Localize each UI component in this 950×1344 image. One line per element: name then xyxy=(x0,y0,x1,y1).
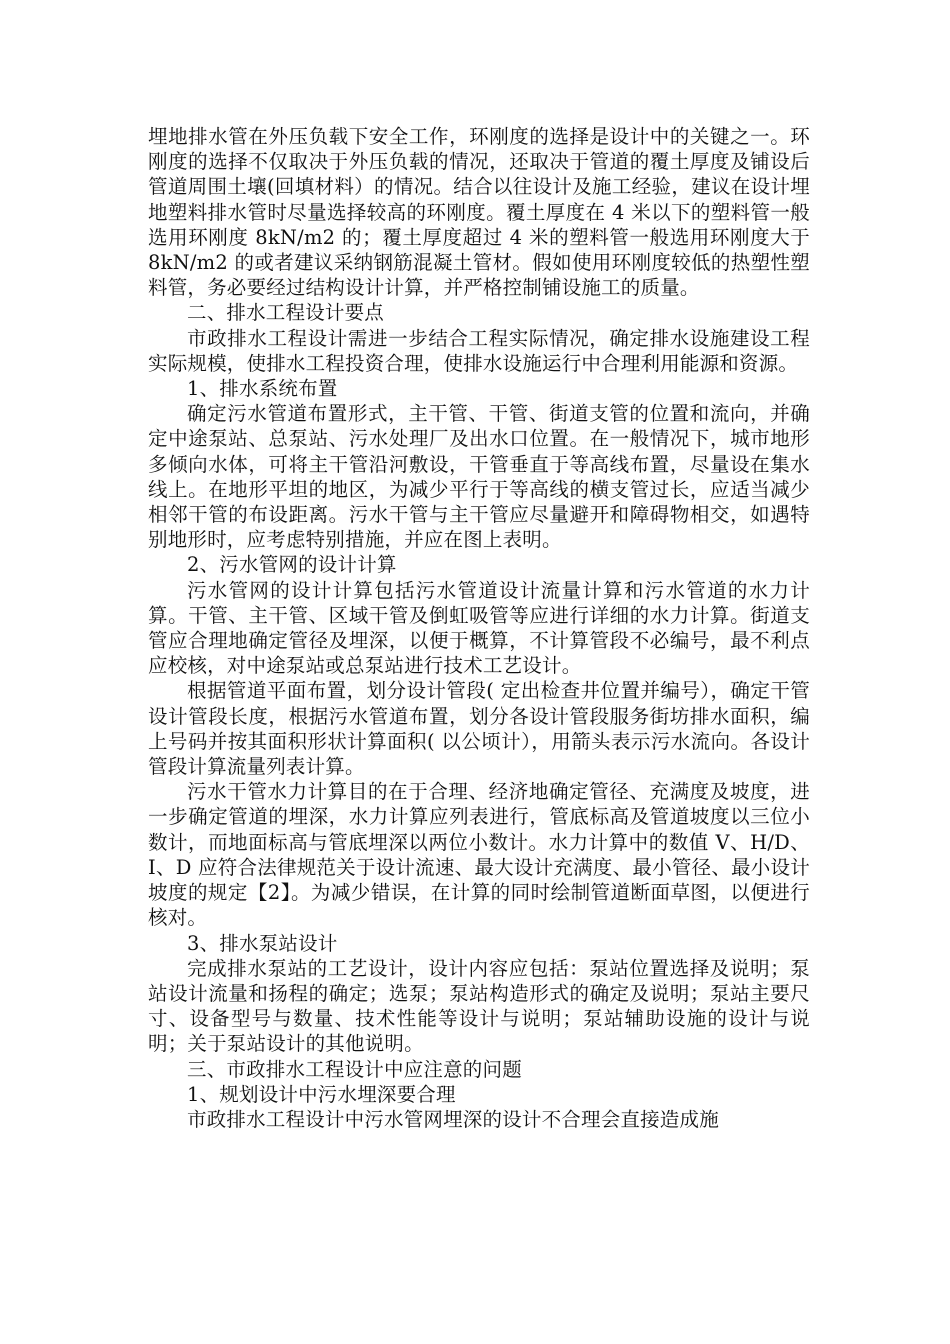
body-paragraph: 完成排水泵站的工艺设计，设计内容应包括：泵站位置选择及说明；泵站设计流量和扬程的确定；选泵；泵站构造形式的确定及说明；泵站主要尺寸、设备型号与数量、技术性能等设计与说明；泵站辅助设施的设计与说明；关于泵站设计的其他说明。 xyxy=(148,956,810,1056)
section-heading: 三、市政排水工程设计中应注意的问题 xyxy=(187,1057,522,1081)
body-paragraph: 确定污水管道布置形式，主干管、干管、街道支管的位置和流向，并确定中途泵站、总泵站、污水处理厂及出水口位置。在一般情况下，城市地形多倾向水体，可将主干管沿河敷设，干管垂直于等高线布置，尽量设在集水线上。在地形平坦的地区，为减少平行于等高线的横支管过长，应适当减少相邻干管的布设距离。污水干管与主干管应尽量避开和障碍物相交，如遇特别地形时，应考虑特别措施，并应在图上表明。 xyxy=(148,402,810,552)
subsection-heading: 2、污水管网的设计计算 xyxy=(187,553,397,577)
body-paragraph: 市政排水工程设计需进一步结合工程实际情况，确定排水设施建设工程实际规模，使排水工程投资合理，使排水设施运行中合理利用能源和资源。 xyxy=(148,326,810,375)
body-paragraph: 污水管网的设计计算包括污水管道设计流量计算和污水管道的水力计算。干管、主干管、区域干管及倒虹吸管等应进行详细的水力计算。街道支管应合理地确定管径及埋深，以便于概算，不计算管段不必编号，最不利点应校核，对中途泵站或总泵站进行技术工艺设计。 xyxy=(148,578,810,678)
subsection-heading: 3、排水泵站设计 xyxy=(187,931,338,955)
document-page xyxy=(148,124,810,1132)
section-heading: 二、排水工程设计要点 xyxy=(187,301,385,325)
subsection-heading: 1、排水系统布置 xyxy=(187,377,338,401)
body-paragraph: 根据管道平面布置，划分设计管段( 定出检查井位置并编号），确定干管设计管段长度，根据污水管道布置，划分各设计管段服务街坊排水面积，编上号码并按其面积形状计算面积( 以公顷计），用箭头表示污水流向。各设计管段计算流量列表计算。 xyxy=(148,679,810,779)
body-paragraph: 埋地排水管在外压负载下安全工作，环刚度的选择是设计中的关键之一。环刚度的选择不仅取决于外压负载的情况，还取决于管道的覆土厚度及铺设后管道周围土壤(回填材料）的情况。结合以往设计及施工经验，建议在设计埋地塑料排水管时尽量选择较高的环刚度。覆土厚度在 4 米以下的塑料管一般选用环刚度 8kN/m2 的；覆土厚度超过 4 米的塑料管一般选用环刚度大于 8kN/m2 的或者建议采纳钢筋混凝土管材。假如使用环刚度较低的热塑性塑料管，务必要经过结构设计计算，并严格控制铺设施工的质量。 xyxy=(148,125,810,300)
body-paragraph: 市政排水工程设计中污水管网埋深的设计不合理会直接造成施 xyxy=(187,1107,719,1131)
subsection-heading: 1、规划设计中污水埋深要合理 xyxy=(187,1082,456,1106)
body-paragraph: 污水干管水力计算目的在于合理、经济地确定管径、充满度及坡度，进一步确定管道的埋深，水力计算应列表进行，管底标高及管道坡度以三位小数计，而地面标高与管底埋深以两位小数计。水力计算中的数值 V、H/D、I、D 应符合法律规范关于设计流速、最大设计充满度、最小管径、最小设计坡度的规定【2】。为减少错误，在计算的同时绘制管道断面草图，以便进行核对。 xyxy=(148,780,810,930)
